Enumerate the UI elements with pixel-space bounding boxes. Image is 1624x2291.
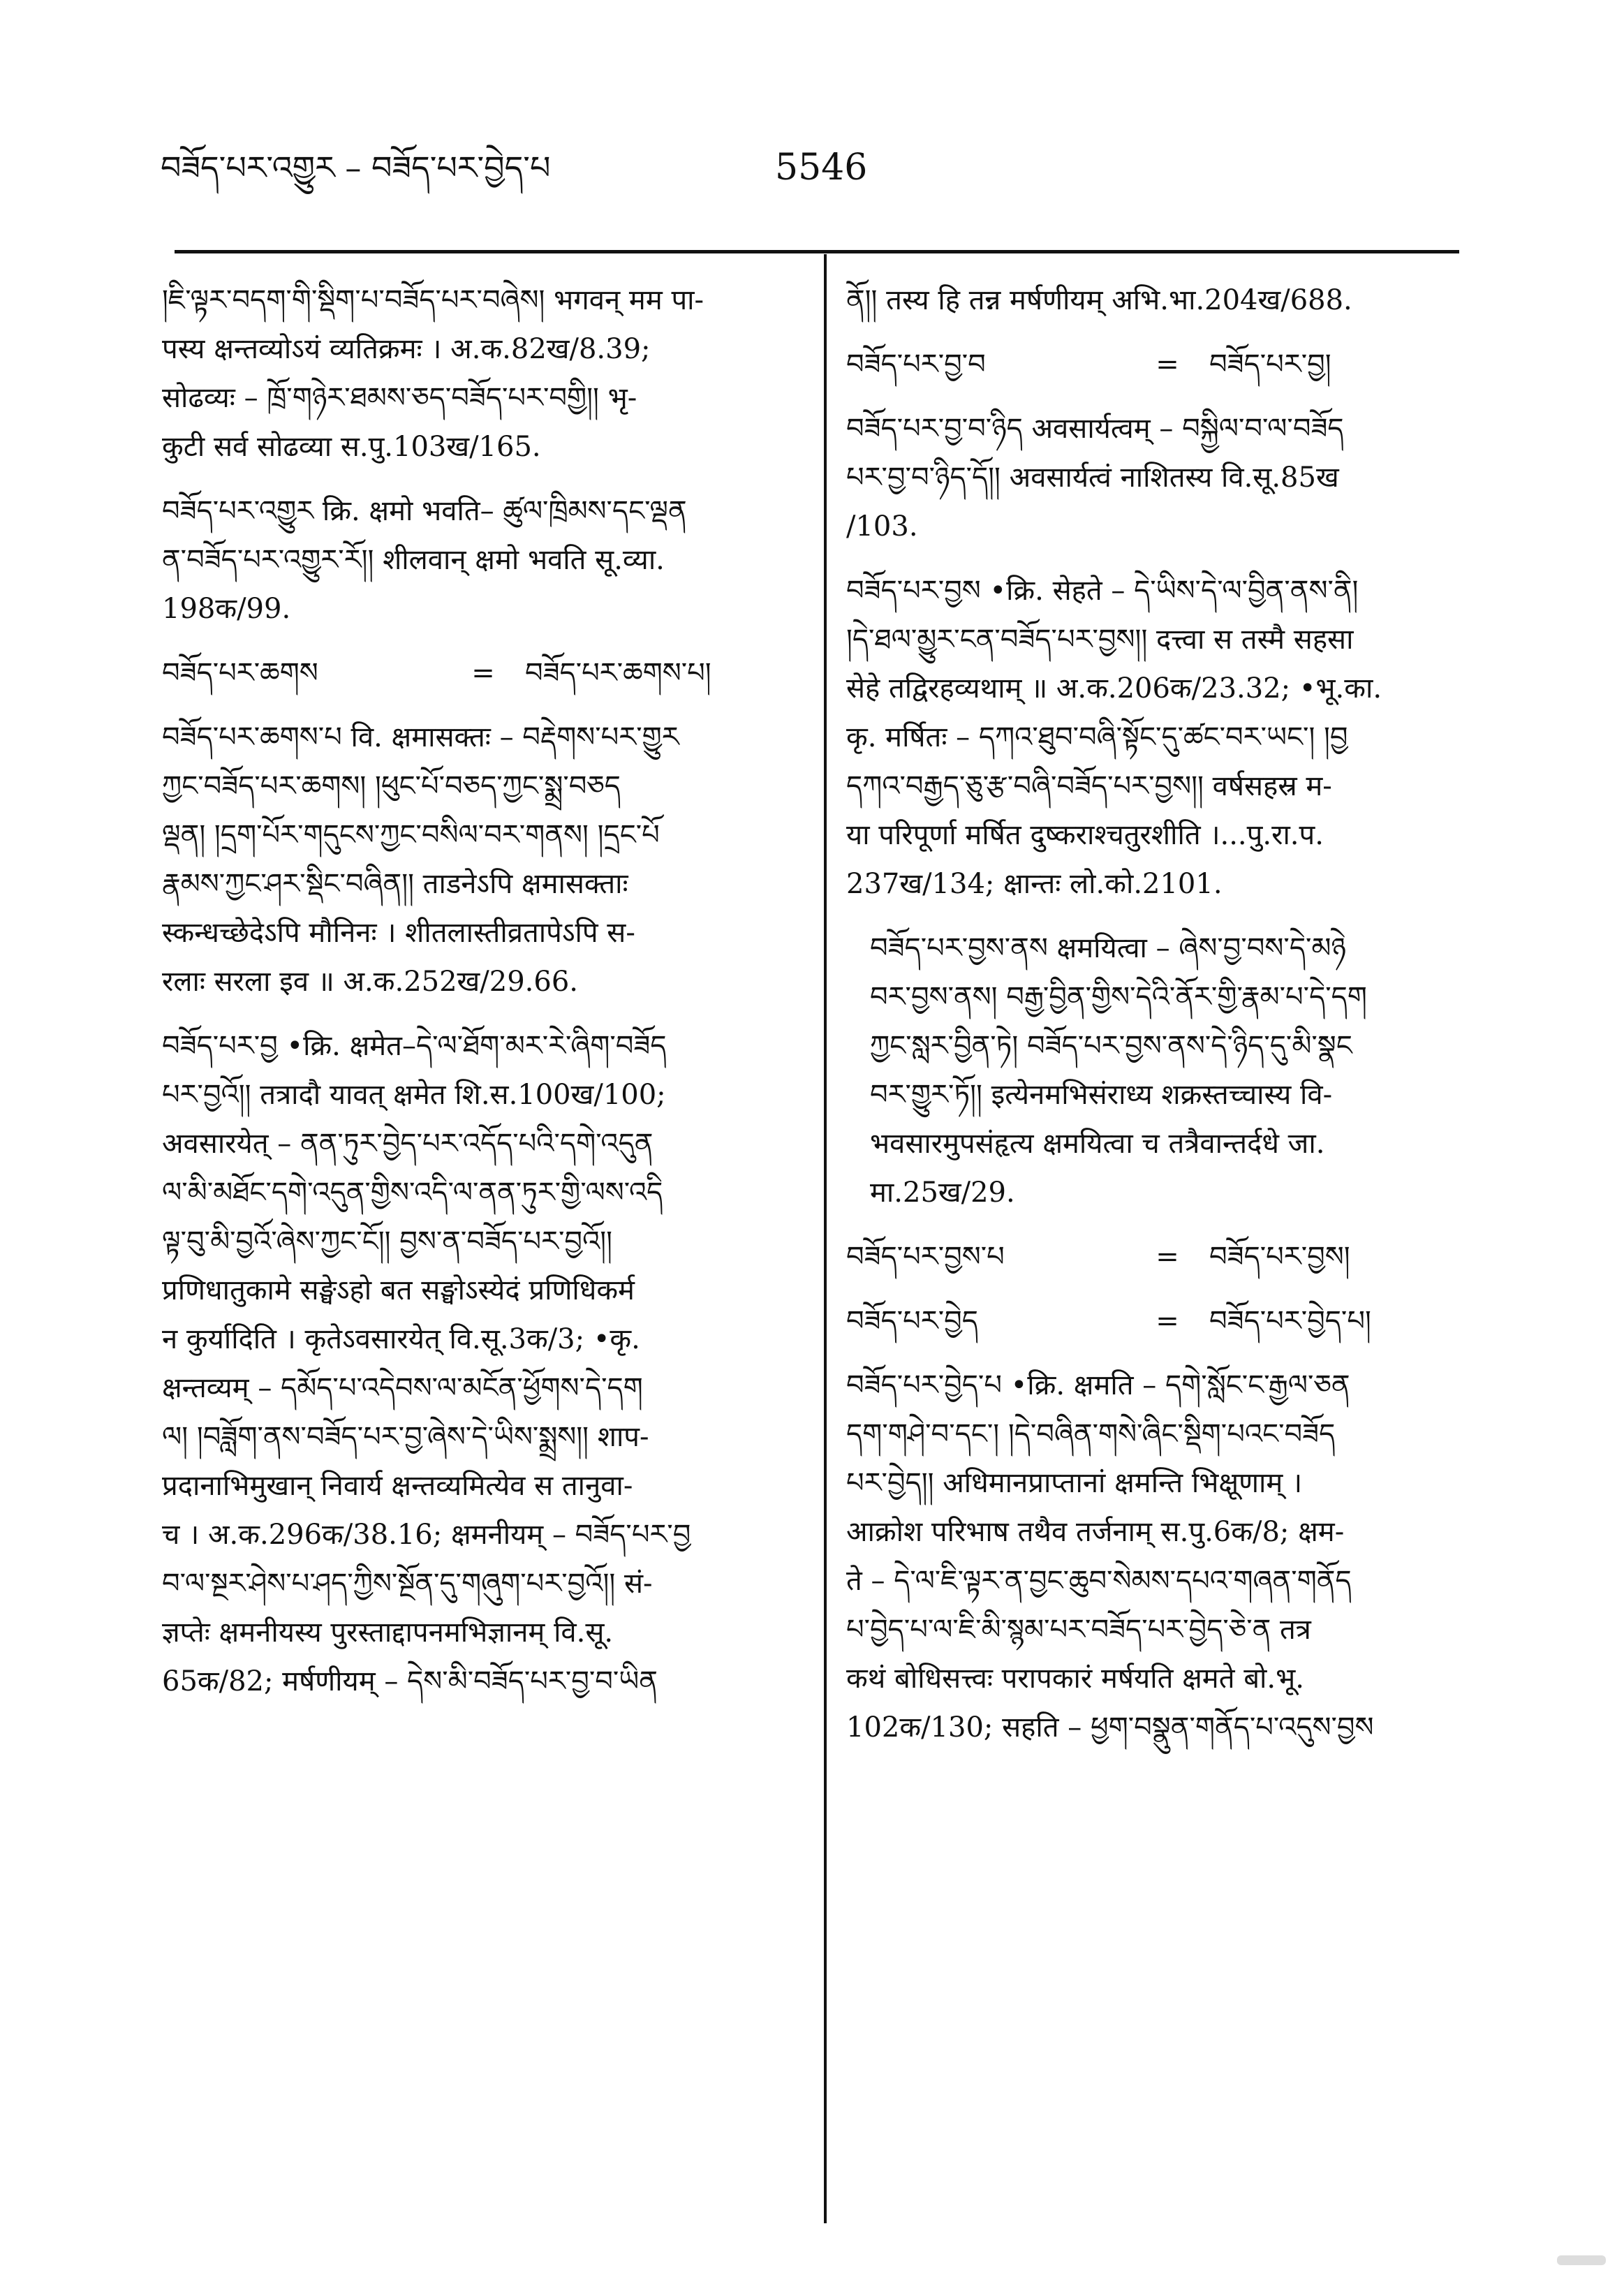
dictionary-entry xyxy=(846,404,1475,551)
headword: བཟོད་པར་བྱེད xyxy=(846,1305,978,1337)
page-number: 5546 xyxy=(775,147,868,189)
entry-line: ན་བཟོད་པར་འགྱུར་རོ།། शीलवान् क्षमो भवति सू.व्या. xyxy=(162,544,665,576)
dictionary-entry xyxy=(162,713,790,1006)
headword: བཟོད་པར་བྱ་བ xyxy=(846,348,986,381)
dictionary-entry xyxy=(162,276,790,471)
dictionary-entry xyxy=(162,1022,790,1706)
entry-line: པར་བྱའོ།། तत्रादौ यावत् क्षमेत शि.स.100ख/100; xyxy=(162,1079,666,1111)
entry-line: ལ་མི་མཐོང་དགེ་འདུན་གྱིས་འདི་ལ་ནན་ཏུར་གྱི་ལས་འདི xyxy=(162,1177,663,1209)
entry-line: च । अ.क.296क/38.16; क्षमनीयम् – བཟོད་པར་བྱ xyxy=(162,1519,691,1551)
entry-line: པར་བྱ་བ་ཉིད་དོ།། अवसार्यत्वं नाशितस्य वि.सू.85ख xyxy=(846,462,1339,494)
cross-reference xyxy=(846,340,1475,389)
entry-line: བཟོད་པར་ཆགས་པ वि. क्षमासक्तः – བརྡེགས་པར་གྱུར xyxy=(162,721,679,753)
entry-line: བར་བྱས་ནས། བརྒྱ་བྱིན་གྱིས་དེའི་ནོར་གྱི་རྣམ་པ་དེ་དག xyxy=(870,981,1367,1013)
cross-reference xyxy=(846,1232,1475,1281)
dictionary-entry xyxy=(846,1297,1475,1346)
left-column xyxy=(162,276,790,1721)
entry-line: ནོ།། तस्य हि तन्न मर्षणीयम् अभि.भा.204ख/688. xyxy=(846,284,1352,316)
entry-line: या परिपूर्णा मर्षित दुष्कराश्चतुरशीति ।...पु.रा.प. xyxy=(846,819,1324,851)
equals-sign: = xyxy=(471,657,495,689)
entry-line: པར་བྱེད།། अधिमानप्राप्तानां क्षमन्ति भिक्षूणाम् । xyxy=(846,1467,1303,1499)
entry-line: प्रणिधातुकामे सङ्घेऽहो बत सङ्घोऽस्येदं प्रणिधिकर्म xyxy=(162,1274,635,1306)
entry-line: आक्रोश परिभाष तथैव तर्जनाम् स.पु.6क/8; क्षम- xyxy=(846,1516,1345,1548)
entry-line: བཟོད་པར་འགྱུར क्रि. क्षमो भवति– ཚུལ་ཁྲིམས་དང་ལྡན xyxy=(162,495,687,527)
reference-target: བཟོད་པར་ཆགས་པ། xyxy=(525,657,711,689)
entry-line: །ཇི་ལྟར་བདག་གི་སྡིག་པ་བཟོད་པར་བཞེས། भगवन् मम पा- xyxy=(162,284,704,316)
dictionary-entry xyxy=(846,276,1475,325)
dictionary-entry xyxy=(846,924,1475,1217)
entry-line: सोढव्यः – ཁྲོ་གཉེར་ཐམས་ཅད་བཟོད་པར་བགྱི།། भृ- xyxy=(162,382,637,414)
entry-line: ཀྱང་བཟོད་པར་ཆགས། །ཕུང་པོ་བཅད་ཀྱང་སྨྲ་བཅད xyxy=(162,770,621,802)
dictionary-entry xyxy=(162,487,790,633)
headword: བཟོད་པར་ཆགས xyxy=(162,657,318,689)
dictionary-entry xyxy=(846,1361,1475,1752)
entry-line: 65क/82; मर्षणीयम् – དེས་མི་བཟོད་པར་བྱ་བ་ཡིན xyxy=(162,1665,658,1697)
entry-line: པ་བྱེད་པ་ལ་ཇི་མི་སྙམ་པར་བཟོད་པར་བྱེད་ཅེ་ན तत्र xyxy=(846,1614,1311,1646)
column-divider xyxy=(824,254,827,2223)
entry-line: བཟོད་པར་བྱ་བ་ཉིད अवसार्यत्वम् – བསྐྱིལ་བ་ལ་བཟོད xyxy=(846,413,1344,445)
entry-line: अवसारयेत् – ནན་ཏུར་བྱེད་པར་འདོད་པའི་དགེ་འདུན xyxy=(162,1128,654,1160)
dictionary-entry xyxy=(846,1232,1475,1281)
entry-line: ཀྱང་སླར་བྱིན་ཏེ། བཟོད་པར་བྱས་ནས་དེ་ཉིད་དུ་མི་སྣང xyxy=(870,1030,1352,1062)
scan-smudge xyxy=(1557,2255,1606,2265)
entry-line: कुटी सर्व सोढव्या स.पु.103ख/165. xyxy=(162,431,541,463)
equals-sign: = xyxy=(1156,348,1179,381)
entry-line: प्रदानाभिमुखान् निवार्य क्षन्तव्यमित्येव स तानुवा- xyxy=(162,1470,633,1502)
entry-line: क्षन्तव्यम् – དམོད་པ་འདེབས་ལ་མངོན་ཕྱོགས་དེ་དག xyxy=(162,1372,643,1404)
equals-sign: = xyxy=(1156,1305,1179,1337)
entry-line: मा.25ख/29. xyxy=(870,1177,1015,1209)
dictionary-entry xyxy=(162,649,790,698)
entry-line: ལྟ་བུ་མི་བྱའོ་ཞེས་ཀྱང་ངོ།། བྱས་ན་བཟོད་པར་བྱའོ།། xyxy=(162,1225,613,1258)
entry-line: रलाः सरला इव ॥ अ.क.252ख/29.66. xyxy=(162,966,578,998)
entry-line: 198क/99. xyxy=(162,593,291,625)
entry-line: 237ख/134; क्षान्तः लो.को.2101. xyxy=(846,868,1223,900)
entry-line: ते – དེ་ལ་ཇི་ལྟར་ན་བྱང་ཆུབ་སེམས་དཔའ་གཞན་གནོད xyxy=(846,1565,1352,1597)
entry-line: 102क/130; सहति – ཕྱག་བསྣུན་གནོད་པ་འདུས་བྱས xyxy=(846,1711,1374,1744)
equals-sign: = xyxy=(1156,1241,1179,1273)
entry-line: བཟོད་པར་བྱ •क्रि. क्षमेत–དེ་ལ་ཐོག་མར་རེ་ཞིག་བཟོད xyxy=(162,1030,667,1062)
reference-target: བཟོད་པར་བྱེད་པ། xyxy=(1209,1305,1371,1337)
entry-line: न कुर्यादिति । कृतेऽवसारयेत् वि.सू.3क/3; •कृ. xyxy=(162,1323,640,1355)
cross-reference xyxy=(162,649,790,698)
header-rule xyxy=(175,250,1459,253)
entry-line: स्कन्धच्छेदेऽपि मौनिनः । शीतलास्तीव्रतापेऽपि स- xyxy=(162,917,635,949)
reference-target: བཟོད་པར་བྱས། xyxy=(1209,1241,1350,1273)
page-header xyxy=(0,133,1624,202)
entry-line: བ་ལ་སྔར་ཤེས་པ་ཤད་ཀྱིས་སྔོན་དུ་གཞུག་པར་བྱའོ།། सं- xyxy=(162,1568,653,1600)
entry-line: कृ. मर्षितः – དཀའ་ཐུབ་བཞི་སྟོང་དུ་ཚང་བར་ཡང་། །བྱ xyxy=(846,721,1348,753)
entry-line: ज्ञप्तेः क्षमनीयस्य पुरस्ताद्दापनमभिज्ञानम् वि.सू. xyxy=(162,1616,614,1649)
dictionary-entry xyxy=(846,340,1475,389)
entry-line: དག་གཤེ་བ་དང་། །དེ་བཞིན་གསེ་ཞིང་སྡིག་པའང་བཟོད xyxy=(846,1418,1336,1450)
entry-line: ལྡན། །དྲག་པོར་གདུངས་ཀྱང་བསིལ་བར་གནས། །དྲང་པོ xyxy=(162,819,660,851)
entry-line: བར་གྱུར་ཏོ།། इत्येनमभिसंराध्य शक्रस्तच्चास्य वि- xyxy=(870,1079,1333,1111)
entry-line: རྣམས་ཀྱང་ཤར་སྡིང་བཞིན།། ताडनेऽपि क्षमासक्ताः xyxy=(162,868,628,900)
reference-target: བཟོད་པར་བྱ། xyxy=(1209,348,1331,381)
cross-reference xyxy=(846,1297,1475,1346)
entry-line: དཀའ་བརྒྱད་ཅུ་རྩ་བཞི་བཟོད་པར་བྱས།། वर्षसहस्र म- xyxy=(846,770,1332,802)
entry-line: །དེ་ཐལ་མྱུར་ངན་བཟོད་པར་བྱས།། दत्त्वा स तस्मै सहसा xyxy=(846,624,1354,656)
entry-line: ལ། །བཟློག་ནས་བཟོད་པར་བྱ་ཞེས་དེ་ཡིས་སྨྲས།། शाप- xyxy=(162,1421,649,1453)
entry-line: བཟོད་པར་བྱེད་པ •क्रि. क्षमति – དགེ་སློང་ང་རྒྱལ་ཅན xyxy=(846,1369,1350,1401)
entry-line: कथं बोधिसत्त्वः परापकारं मर्षयति क्षमते बो.भू. xyxy=(846,1663,1304,1695)
entry-line: पस्य क्षन्तव्योऽयं व्यतिक्रमः । अ.क.82ख/8.39; xyxy=(162,333,651,365)
running-head: བཟོད་པར་འགྱུར – བཟོད་པར་བྱེད་པ xyxy=(161,149,551,186)
dictionary-entry xyxy=(846,566,1475,908)
entry-line: བཟོད་པར་བྱས •क्रि. सेहते – དེ་ཡིས་དེ་ལ་བྱིན་ནས་ནི། xyxy=(846,575,1359,607)
entry-line: བཟོད་པར་བྱས་ནས क्षमयित्वा – ཞེས་བྱ་བས་དེ་མཉེ xyxy=(870,932,1346,964)
entry-line: सेहे तद्विरहव्यथाम् ॥ अ.क.206क/23.32; •भू.का. xyxy=(846,672,1382,705)
entry-line: /103. xyxy=(846,510,918,543)
headword: བཟོད་པར་བྱས་པ xyxy=(846,1241,1005,1273)
right-column xyxy=(846,276,1475,1767)
entry-line: भवसारमुपसंहृत्य क्षमयित्वा च तत्रैवान्तर्दधे जा. xyxy=(870,1128,1325,1160)
